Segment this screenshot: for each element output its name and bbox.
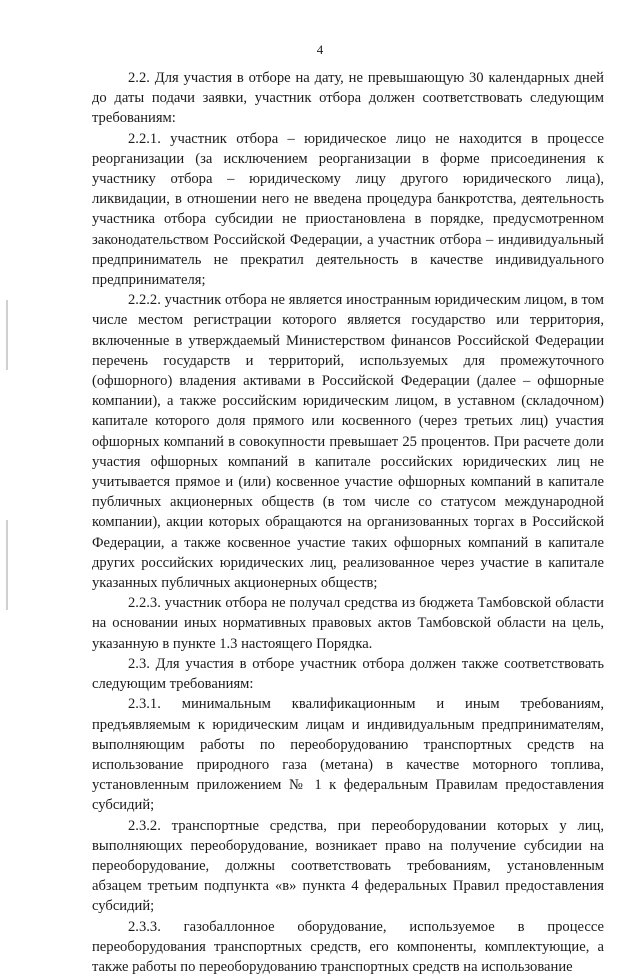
scan-margin-mark	[6, 300, 8, 370]
paragraph-2-2-1: 2.2.1. участник отбора – юридическое лицо не находится в процессе реорганизации (за исключением реорганизации в форме присоединения к участнику отбора – юридическому лицу другого юридического лица), ликвидации, в отношении него не введена процедура банкротства, деятельность участника отбора субсидии не приостановлена в порядке, предусмотренном законодательством Российской Федерации, а участник отбора – индивидуальный предприниматель не прекратил деятельность в качестве индивидуального предпринимателя;	[92, 130, 604, 289]
paragraph-2-2: 2.2. Для участия в отборе на дату, не превышающую 30 календарных дней до даты подачи заявки, участник отбора должен соответствовать следующим требованиям:	[92, 70, 604, 127]
paragraph-2-3-2: 2.3.2. транспортные средства, при переоборудовании которых у лиц, выполняющих переоборудование, возникает право на получение субсидии на переоборудование, должны соответствовать требованиям, установленным абзацем третьим подпункта «в» пункта 4 федеральных Правил предоставления субсидий;	[92, 817, 604, 915]
paragraph-2-2-3: 2.2.3. участник отбора не получал средства из бюджета Тамбовской области на основании иных нормативных правовых актов Тамбовской области на цель, указанную в пункте 1.3 настоящего Порядка.	[92, 595, 604, 652]
page-number: 4	[316, 42, 324, 57]
paragraph-2-3: 2.3. Для участия в отборе участник отбора должен также соответствовать следующим требованиям:	[92, 655, 604, 693]
document-body	[92, 68, 604, 977]
paragraph-2-3-3: 2.3.3. газобаллонное оборудование, используемое в процессе переоборудования транспортных средств, его компоненты, комплектующие, а также работы по переоборудованию транспортных средств на использование	[92, 918, 604, 975]
scan-margin-mark	[6, 520, 8, 610]
paragraph-2-3-1: 2.3.1. минимальным квалификационным и иным требованиям, предъявляемым к юридическим лицам и индивидуальным предпринимателям, выполняющим работы по переоборудованию транспортных средств на использование природного газа (метана) в качестве моторного топлива, установленным приложением № 1 к федеральным Правилам предоставления субсидий;	[92, 696, 604, 814]
paragraph-2-2-2: 2.2.2. участник отбора не является иностранным юридическим лицом, в том числе местом регистрации которого является государство или территория, включенные в утверждаемый Министерством финансов Российской Федерации перечень государств и территорий, используемых для промежуточного (офшорного) владения активами в Российской Федерации (далее – офшорные компании), а также российским юридическим лицом, в уставном (складочном) капитале которого доля прямого или косвенного (через третьих лиц) участия офшорных компаний в совокупности превышает 25 процентов. При расчете доли участия офшорных компаний в капитале российских юридических лиц не учитывается прямое и (или) косвенное участие офшорных компаний в капитале публичных акционерных обществ (в том числе со статусом международной компании), акции которых обращаются на организованных торгах в Российской Федерации, а также косвенное участие таких офшорных компаний в капитале других российских юридических лиц, реализованное через участие в капитале указанных публичных акционерных обществ;	[92, 292, 604, 592]
